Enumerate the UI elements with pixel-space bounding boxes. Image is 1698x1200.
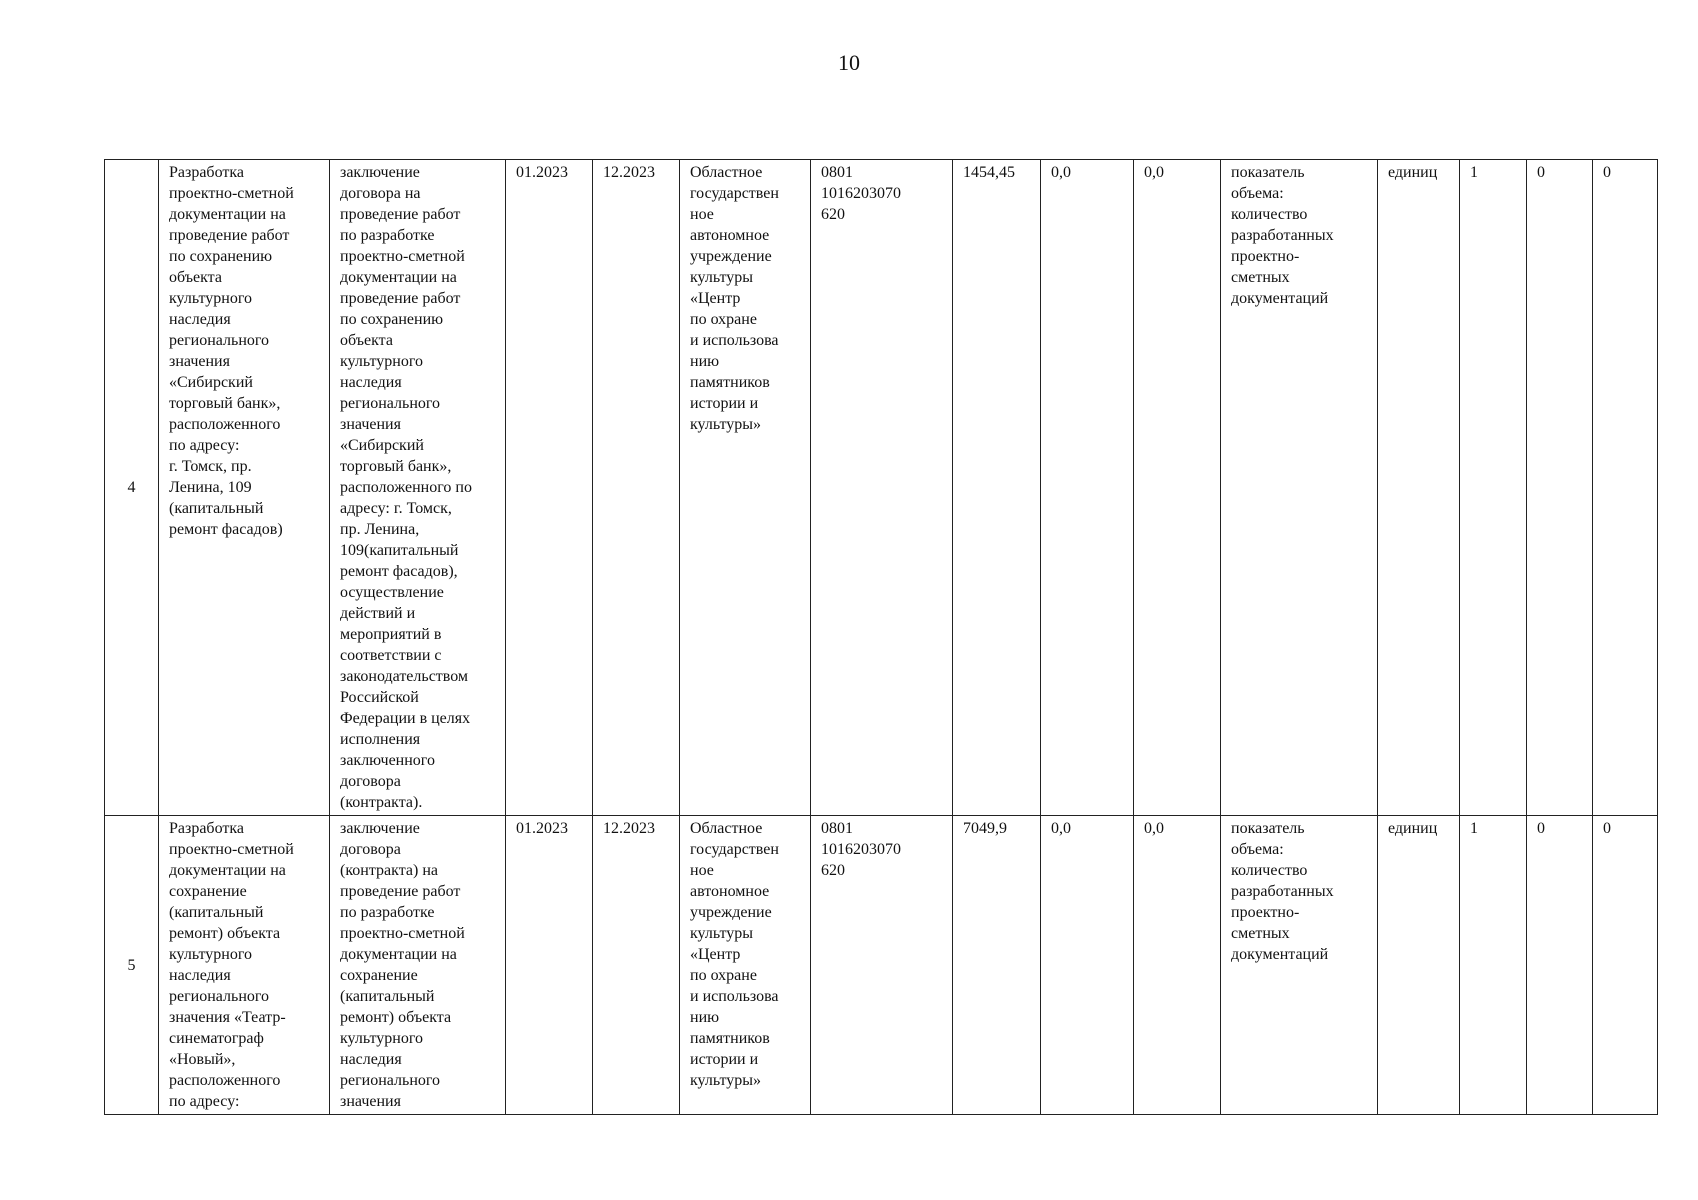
amount-year2-cell: 0,0: [1041, 816, 1134, 1115]
row-number: 4: [105, 160, 159, 816]
end-date-cell: 12.2023: [593, 160, 680, 816]
quantity-year2-cell: 0: [1527, 160, 1593, 816]
quantity-year1-cell: 1: [1460, 160, 1527, 816]
quantity-year3-cell: 0: [1593, 160, 1658, 816]
amount-cell: 7049,9: [953, 816, 1041, 1115]
amount-cell: 1454,45: [953, 160, 1041, 816]
quantity-year1-cell: 1: [1460, 816, 1527, 1115]
unit-cell: единиц: [1378, 816, 1460, 1115]
budget-code-cell: 0801 1016203070 620: [811, 816, 953, 1115]
indicator-cell: показатель объема: количество разработанных проектно- сметных документаций: [1221, 816, 1378, 1115]
measure-name-cell: Разработка проектно-сметной документации на сохранение (капитальный ремонт) объекта культурного наследия регионального значения «Театр- синематограф «Новый», расположенного по адресу:: [159, 816, 330, 1115]
row-number: 5: [105, 816, 159, 1115]
quantity-year3-cell: 0: [1593, 816, 1658, 1115]
unit-cell: единиц: [1378, 160, 1460, 816]
amount-year3-cell: 0,0: [1134, 816, 1221, 1115]
quantity-year2-cell: 0: [1527, 816, 1593, 1115]
executor-cell: Областное государствен ное автономное учреждение культуры «Центр по охране и использова нию памятников истории и культуры»: [680, 160, 811, 816]
budget-code-cell: 0801 1016203070 620: [811, 160, 953, 816]
measures-table: [104, 159, 1658, 1115]
end-date-cell: 12.2023: [593, 816, 680, 1115]
amount-year2-cell: 0,0: [1041, 160, 1134, 816]
page-number: 10: [838, 50, 860, 75]
measure-actions-cell: заключение договора на проведение работ по разработке проектно-сметной документации на проведение работ по сохранению объекта культурного наследия регионального значения «Сибирский торговый банк», расположенного по адресу: г. Томск, пр. Ленина, 109(капитальный ремонт фасадов), осуществление действий и мероприятий в соответствии с законодательством Российской Федерации в целях исполнения заключенного договора (контракта).: [330, 160, 506, 816]
measure-name-cell: Разработка проектно-сметной документации на проведение работ по сохранению объекта культурного наследия регионального значения «Сибирский торговый банк», расположенного по адресу: г. Томск, пр. Ленина, 109 (капитальный ремонт фасадов): [159, 160, 330, 816]
table-row: [105, 816, 1658, 1115]
table-row: [105, 160, 1658, 816]
start-date-cell: 01.2023: [506, 160, 593, 816]
indicator-cell: показатель объема: количество разработанных проектно- сметных документаций: [1221, 160, 1378, 816]
start-date-cell: 01.2023: [506, 816, 593, 1115]
measure-actions-cell: заключение договора (контракта) на проведение работ по разработке проектно-сметной документации на сохранение (капитальный ремонт) объекта культурного наследия регионального значения: [330, 816, 506, 1115]
amount-year3-cell: 0,0: [1134, 160, 1221, 816]
executor-cell: Областное государствен ное автономное учреждение культуры «Центр по охране и использова нию памятников истории и культуры»: [680, 816, 811, 1115]
